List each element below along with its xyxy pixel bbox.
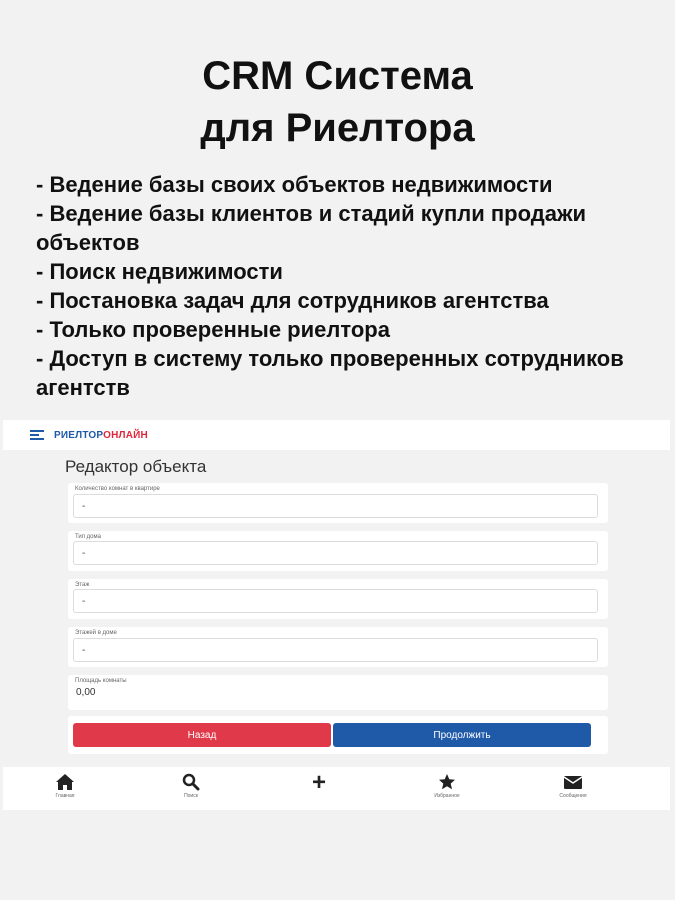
nav-home[interactable] <box>35 773 95 799</box>
field-label: Площадь комнаты <box>75 678 127 684</box>
top-bar <box>3 420 670 450</box>
area-value[interactable]: 0,00 <box>76 687 96 698</box>
menu-icon[interactable] <box>30 430 44 441</box>
field-card-house-type <box>68 531 608 571</box>
plus-icon[interactable]: + <box>311 769 326 796</box>
page-title: Редактор объекта <box>65 457 207 476</box>
field-card-area <box>68 675 608 710</box>
nav-messages[interactable] <box>543 773 603 799</box>
feature-item: - Только проверенные риелтора <box>36 317 390 342</box>
feature-list <box>36 170 646 402</box>
field-label: Этаж <box>75 582 90 588</box>
logo-part2: ОНЛАЙН <box>103 429 148 441</box>
feature-item: - Поиск недвижимости <box>36 259 283 284</box>
field-card-rooms <box>68 483 608 523</box>
promo-title <box>0 50 675 154</box>
floors-total-input[interactable]: - <box>73 638 598 662</box>
app-screenshot <box>3 420 670 810</box>
nav-search[interactable] <box>161 773 221 799</box>
nav-messages-label: Сообщения <box>559 793 587 799</box>
rooms-input[interactable]: - <box>73 494 598 518</box>
nav-favorites-label: Избранное <box>434 793 460 799</box>
home-icon <box>55 773 75 791</box>
envelope-icon <box>563 773 583 791</box>
nav-favorites[interactable] <box>417 773 477 799</box>
feature-item: - Доступ в систему только проверенных сотрудников агентств <box>36 346 624 400</box>
logo-part1: РИЕЛТОР <box>54 429 104 441</box>
promo-title-line2: для Риелтора <box>200 106 475 150</box>
feature-item: - Ведение базы клиентов и стадий купли продажи объектов <box>36 201 587 255</box>
field-label: Тип дома <box>75 534 101 540</box>
feature-item: - Ведение базы своих объектов недвижимости <box>36 172 553 197</box>
promo-title-line1: CRM Система <box>202 54 473 98</box>
back-button[interactable]: Назад <box>73 723 331 747</box>
continue-button[interactable]: Продолжить <box>333 723 591 747</box>
star-icon <box>438 773 456 791</box>
nav-home-label: Главная <box>55 793 75 799</box>
field-label: Количество комнат в квартире <box>75 486 160 492</box>
bottom-nav <box>3 767 670 810</box>
logo[interactable] <box>54 430 148 441</box>
field-card-floor <box>68 579 608 619</box>
field-label: Этажей в доме <box>75 630 117 636</box>
house-type-input[interactable]: - <box>73 541 598 565</box>
field-card-floors-total <box>68 627 608 667</box>
feature-item: - Постановка задач для сотрудников агентства <box>36 288 549 313</box>
nav-search-label: Поиск <box>184 793 198 799</box>
floor-input[interactable]: - <box>73 589 598 613</box>
search-icon <box>182 773 200 791</box>
